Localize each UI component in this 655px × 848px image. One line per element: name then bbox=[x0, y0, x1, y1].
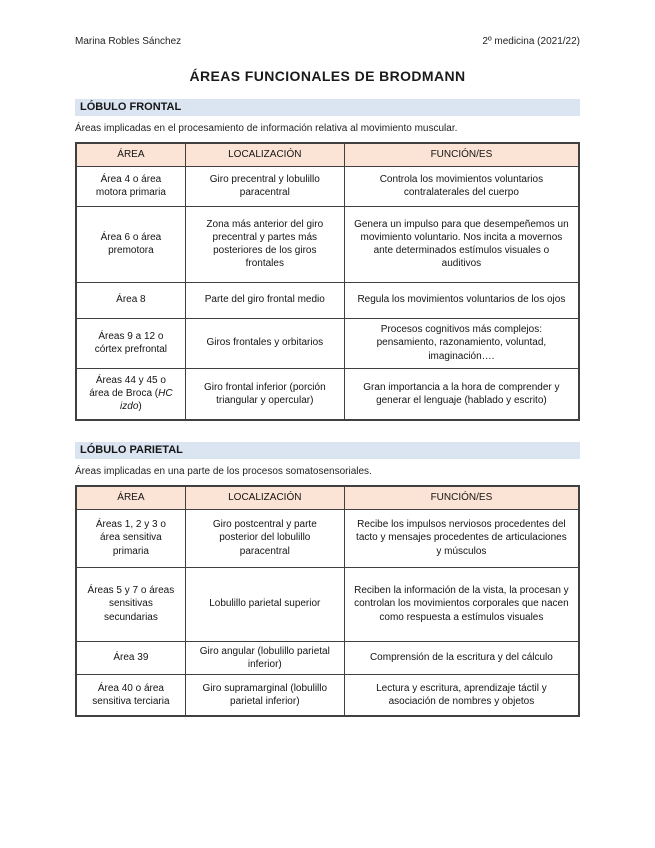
cell-localizacion: Giros frontales y orbitarios bbox=[185, 318, 344, 368]
table-row bbox=[76, 368, 579, 420]
cell-funcion: Controla los movimientos voluntarios contralaterales del cuerpo bbox=[344, 166, 579, 206]
cell-area: Áreas 5 y 7 o áreas sensitivas secundarias bbox=[76, 567, 185, 641]
cell-funcion: Procesos cognitivos más complejos: pensamiento, razonamiento, voluntad, imaginación…. bbox=[344, 318, 579, 368]
cell-localizacion: Giro angular (lobulillo parietal inferior) bbox=[185, 641, 344, 674]
cell-funcion: Genera un impulso para que desempeñemos un movimiento voluntario. Nos incita a movernos ante determinados estímulos visuales o auditivos bbox=[344, 206, 579, 282]
cell-funcion: Recibe los impulsos nerviosos procedentes del tacto y mensajes procedentes de articulaciones y músculos bbox=[344, 509, 579, 567]
italic-text: HC izdo bbox=[120, 388, 173, 413]
cell-funcion: Lectura y escritura, aprendizaje táctil y asociación de nombres y objetos bbox=[344, 674, 579, 716]
table-header-row bbox=[76, 486, 579, 510]
cell-area: Área 39 bbox=[76, 641, 185, 674]
parietal-areas-table bbox=[75, 485, 580, 718]
text-segment: ) bbox=[138, 401, 142, 413]
section-heading-parietal: LÓBULO PARIETAL bbox=[75, 442, 580, 459]
table-row bbox=[76, 641, 579, 674]
table-header-row bbox=[76, 143, 579, 167]
cell-localizacion: Parte del giro frontal medio bbox=[185, 282, 344, 318]
cell-funcion: Comprensión de la escritura y del cálculo bbox=[344, 641, 579, 674]
text-segment: Áreas 44 y 45 o área de Broca ( bbox=[89, 374, 166, 400]
table-row bbox=[76, 206, 579, 282]
cell-area: Área 40 o área sensitiva terciaria bbox=[76, 674, 185, 716]
table-row bbox=[76, 509, 579, 567]
course-info: 2º medicina (2021/22) bbox=[482, 36, 580, 47]
cell-area: Área 6 o área premotora bbox=[76, 206, 185, 282]
column-header: LOCALIZACIÓN bbox=[185, 143, 344, 167]
cell-localizacion: Giro frontal inferior (porción triangular y opercular) bbox=[185, 368, 344, 420]
section-lobulo-parietal bbox=[75, 442, 580, 717]
section-lobulo-frontal bbox=[75, 99, 580, 421]
column-header: FUNCIÓN/ES bbox=[344, 143, 579, 167]
column-header: FUNCIÓN/ES bbox=[344, 486, 579, 510]
cell-area: Áreas 1, 2 y 3 o área sensitiva primaria bbox=[76, 509, 185, 567]
column-header: ÁREA bbox=[76, 143, 185, 167]
column-header: LOCALIZACIÓN bbox=[185, 486, 344, 510]
cell-localizacion: Giro precentral y lobulillo paracentral bbox=[185, 166, 344, 206]
section-intro-parietal: Áreas implicadas en una parte de los procesos somatosensoriales. bbox=[75, 466, 372, 477]
cell-area: Área 4 o área motora primaria bbox=[76, 166, 185, 206]
table-row bbox=[76, 674, 579, 716]
frontal-areas-table bbox=[75, 142, 580, 422]
table-row bbox=[76, 282, 579, 318]
column-header: ÁREA bbox=[76, 486, 185, 510]
section-intro-frontal: Áreas implicadas en el procesamiento de información relativa al movimiento muscular. bbox=[75, 123, 458, 134]
table-row bbox=[76, 318, 579, 368]
cell-funcion: Reciben la información de la vista, la procesan y controlan los movimientos corporales que nacen como respuesta a estímulos visuales bbox=[344, 567, 579, 641]
cell-funcion: Regula los movimientos voluntarios de los ojos bbox=[344, 282, 579, 318]
page-title: ÁREAS FUNCIONALES DE BRODMANN bbox=[189, 68, 466, 84]
cell-localizacion: Giro supramarginal (lobulillo parietal inferior) bbox=[185, 674, 344, 716]
cell-localizacion: Giro postcentral y parte posterior del lobulillo paracentral bbox=[185, 509, 344, 567]
author-name: Marina Robles Sánchez bbox=[75, 36, 182, 47]
cell-area: Áreas 9 a 12 o córtex prefrontal bbox=[76, 318, 185, 368]
section-heading-frontal: LÓBULO FRONTAL bbox=[75, 99, 580, 116]
cell-area: Área 8 bbox=[76, 282, 185, 318]
table-row bbox=[76, 567, 579, 641]
cell-localizacion: Zona más anterior del giro precentral y partes más posteriores de los giros frontales bbox=[185, 206, 344, 282]
table-row bbox=[76, 166, 579, 206]
cell-area bbox=[76, 368, 185, 420]
document-header bbox=[75, 36, 580, 47]
cell-funcion: Gran importancia a la hora de comprender y generar el lenguaje (hablado y escrito) bbox=[344, 368, 579, 420]
cell-localizacion: Lobulillo parietal superior bbox=[185, 567, 344, 641]
